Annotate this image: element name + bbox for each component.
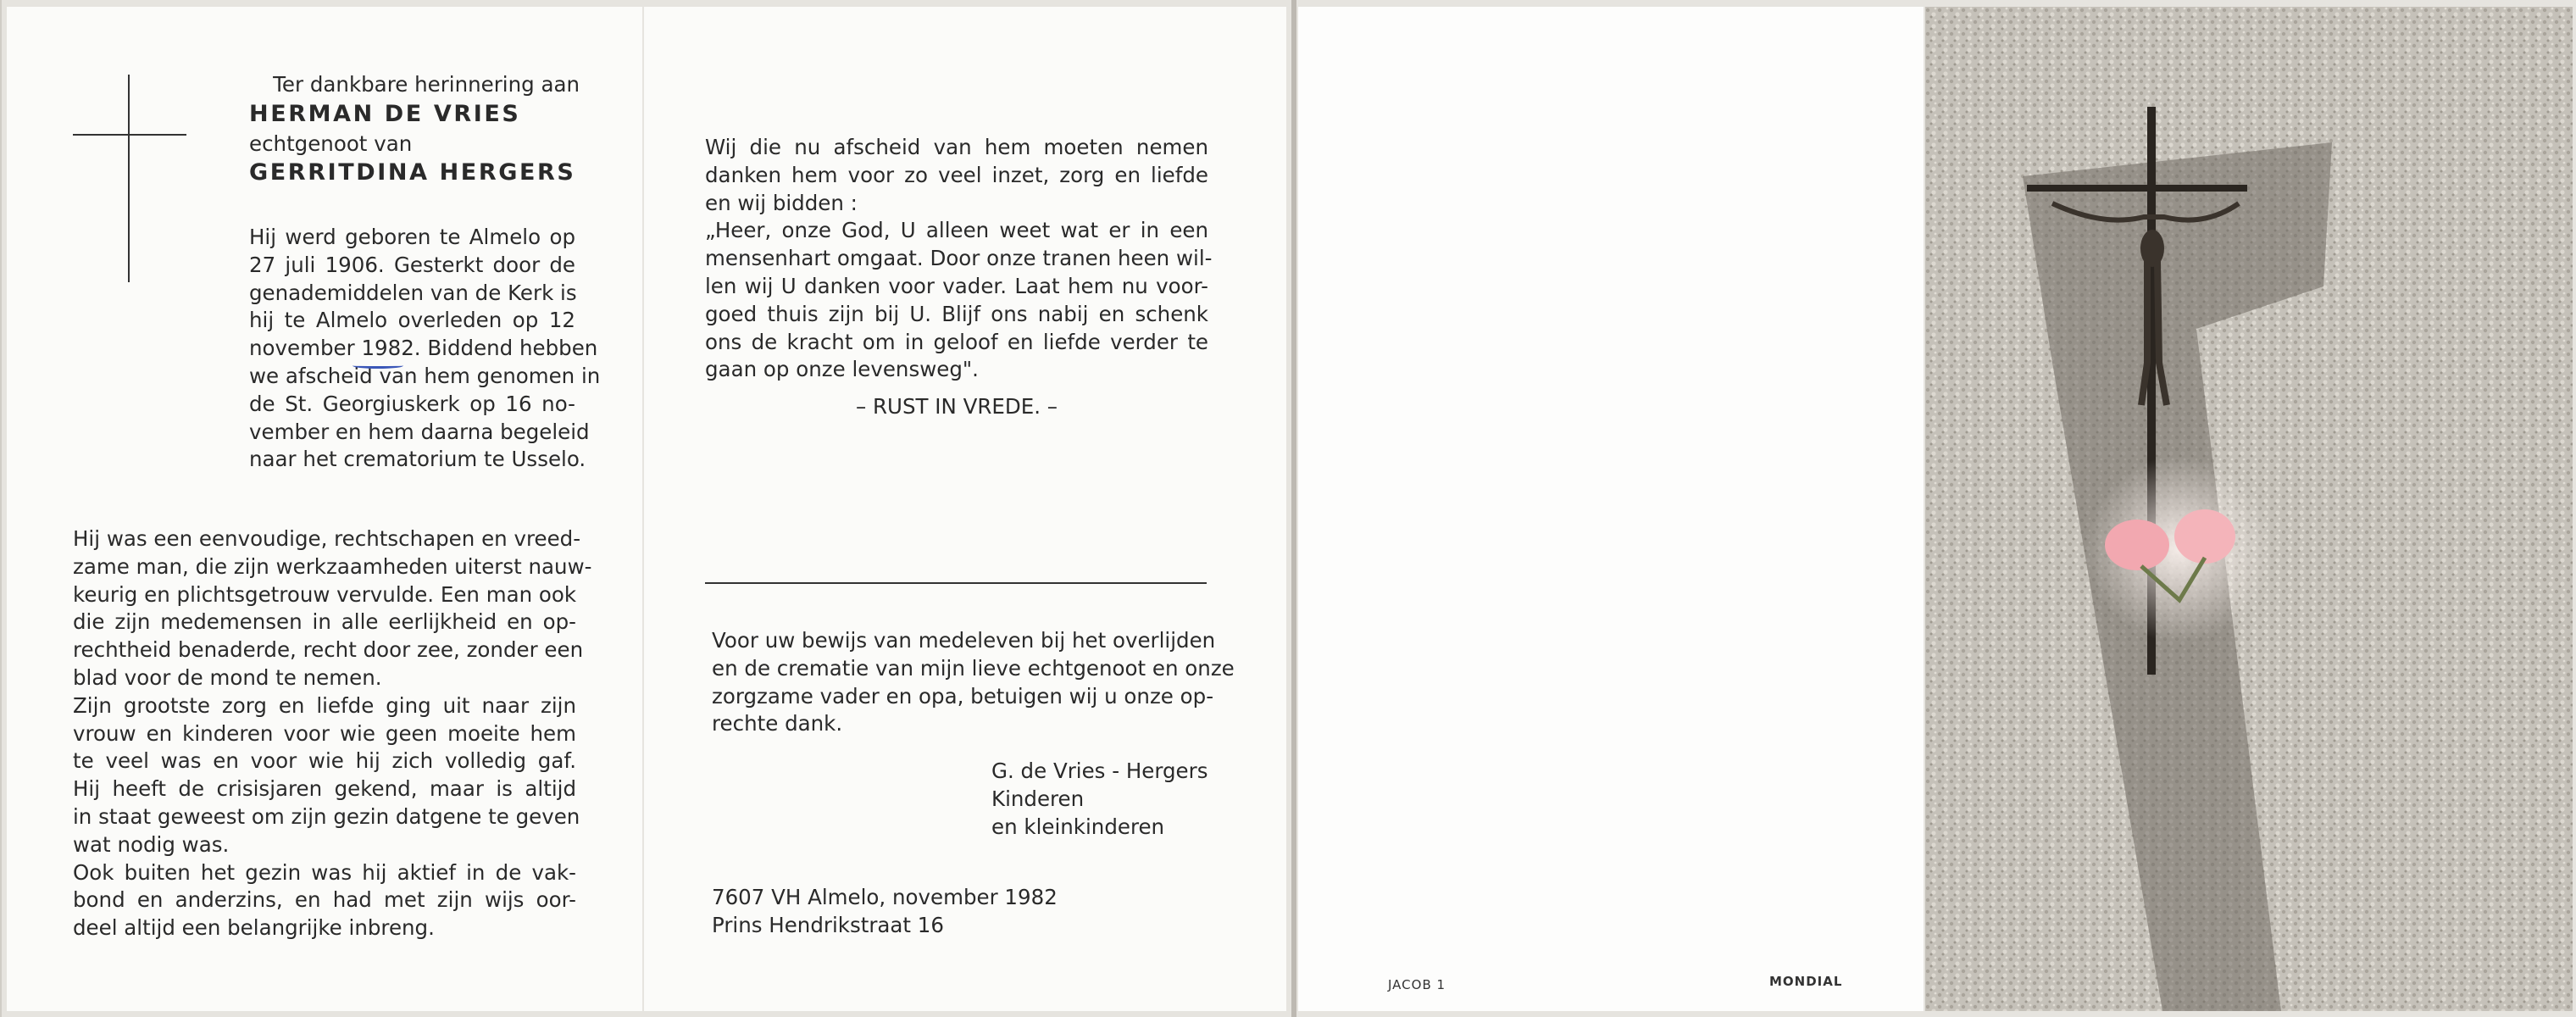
character-line: deel altijd een belangrijke inbreng.	[73, 915, 435, 941]
crucifix-horizontal	[2027, 185, 2247, 192]
character-line: rechtheid benaderde, recht door zee, zonder een	[73, 637, 584, 663]
bio-line: hij te Almelo overleden op 12	[249, 308, 575, 333]
biography-paragraph	[249, 224, 601, 474]
signature-line: Kinderen	[991, 786, 1085, 811]
rest-in-peace: – RUST IN VREDE. –	[855, 394, 1058, 419]
bio-line: november 1982. Biddend hebben	[249, 336, 598, 361]
right-inner-panel	[644, 7, 1286, 1011]
cross-icon	[128, 75, 130, 282]
bio-line: de St. Georgiuskerk op 16 no-	[249, 391, 575, 416]
divider-line	[705, 582, 1207, 584]
character-line: zame man, die zijn werkzaamheden uiterst nauw-	[73, 553, 592, 579]
rose-left	[2105, 520, 2169, 570]
character-line: die zijn medemensen in alle eerlijkheid en op-	[73, 609, 576, 635]
prayer-line: len wij U danken voor vader. Laat hem nu voor-	[705, 273, 1208, 298]
prayer-line: danken hem voor zo veel inzet, zorg en liefde	[705, 162, 1208, 187]
address-block	[712, 884, 1135, 940]
bio-line: vember en hem daarna begeleid	[249, 419, 590, 444]
character-line: Hij heeft de crisisjaren gekend, maar is altijd	[73, 776, 576, 802]
signature-block	[991, 758, 1212, 841]
bio-line: we afscheid van hem genomen in	[249, 363, 601, 388]
address-line: Prins Hendrikstraat 16	[712, 912, 944, 937]
crucifix-photo	[1925, 7, 2573, 1011]
prayer-line: goed thuis zijn bij U. Blijf ons nabij en schenk	[705, 301, 1208, 326]
signature-line: en kleinkinderen	[991, 814, 1165, 839]
character-line: te veel was en voor wie hij zich volledig gaf.	[73, 748, 576, 774]
character-line: Zijn grootste zorg en liefde ging uit naar zijn	[73, 692, 576, 718]
character-line: vrouw en kinderen voor wie geen moeite hem	[73, 720, 576, 746]
print-code: JACOB 1	[1388, 977, 1446, 992]
header-block	[249, 71, 580, 187]
prayer-line: „Heer, onze God, U alleen weet wat er in een	[705, 218, 1208, 243]
prayer-line: gaan op onze levensweg".	[705, 357, 979, 382]
bio-line: Hij werd geboren te Almelo op	[249, 225, 575, 249]
character-line: keurig en plichtsgetrouw vervulde. Een man ook	[73, 581, 577, 607]
crucifix-illustration	[1925, 7, 2573, 1011]
thanks-line: en de crematie van mijn lieve echtgenoot en onze	[712, 655, 1235, 681]
prayer-line: ons de kracht om in geloof en liefde verder te	[705, 329, 1208, 354]
bio-line: genademiddelen van de Kerk is	[249, 280, 577, 305]
prayer-paragraph	[705, 134, 1213, 384]
deceased-name: HERMAN DE VRIES	[249, 100, 521, 127]
publisher-name: MONDIAL	[1769, 974, 1843, 989]
cross-icon-bar	[73, 134, 186, 136]
prayer-line: mensenhart omgaat. Door onze tranen heen wil-	[705, 246, 1213, 271]
character-line: bond en anderzins, en had met zijn wijs oor-	[73, 887, 576, 913]
character-line: blad voor de mond te nemen.	[73, 664, 382, 690]
header-intro: Ter dankbare herinnering aan	[273, 72, 580, 97]
thanks-line: rechte dank.	[712, 711, 843, 736]
bio-line: naar het crematorium te Usselo.	[249, 447, 586, 472]
character-line: Hij was een eenvoudige, rechtschapen en vreed-	[73, 526, 581, 551]
thanks-line: Voor uw bewijs van medeleven bij het overlijden	[712, 628, 1216, 653]
address-line: 7607 VH Almelo, november 1982	[712, 885, 1058, 909]
character-line: Ook buiten het gezin was hij aktief in de vak-	[73, 859, 576, 885]
thanks-line: zorgzame vader en opa, betuigen wij u onze op-	[712, 683, 1214, 709]
left-inner-panel	[7, 7, 642, 1011]
bio-line: 27 juli 1906. Gesterkt door de	[249, 252, 575, 277]
character-paragraph	[73, 525, 592, 942]
spouse-label: echtgenoot van	[249, 131, 413, 156]
rose-right	[2174, 509, 2235, 564]
character-line: wat nodig was.	[73, 831, 230, 857]
prayer-line: en wij bidden :	[705, 190, 858, 215]
thanks-paragraph	[712, 627, 1235, 738]
prayer-line: Wij die nu afscheid van hem moeten nemen	[705, 135, 1208, 159]
back-cover-panel	[1298, 7, 1924, 1011]
pencil-underline-mark	[353, 363, 403, 369]
signature-line: G. de Vries - Hergers	[991, 759, 1208, 783]
spouse-name: GERRITDINA HERGERS	[249, 159, 576, 186]
character-line: in staat geweest om zijn gezin datgene te geven	[73, 803, 580, 829]
